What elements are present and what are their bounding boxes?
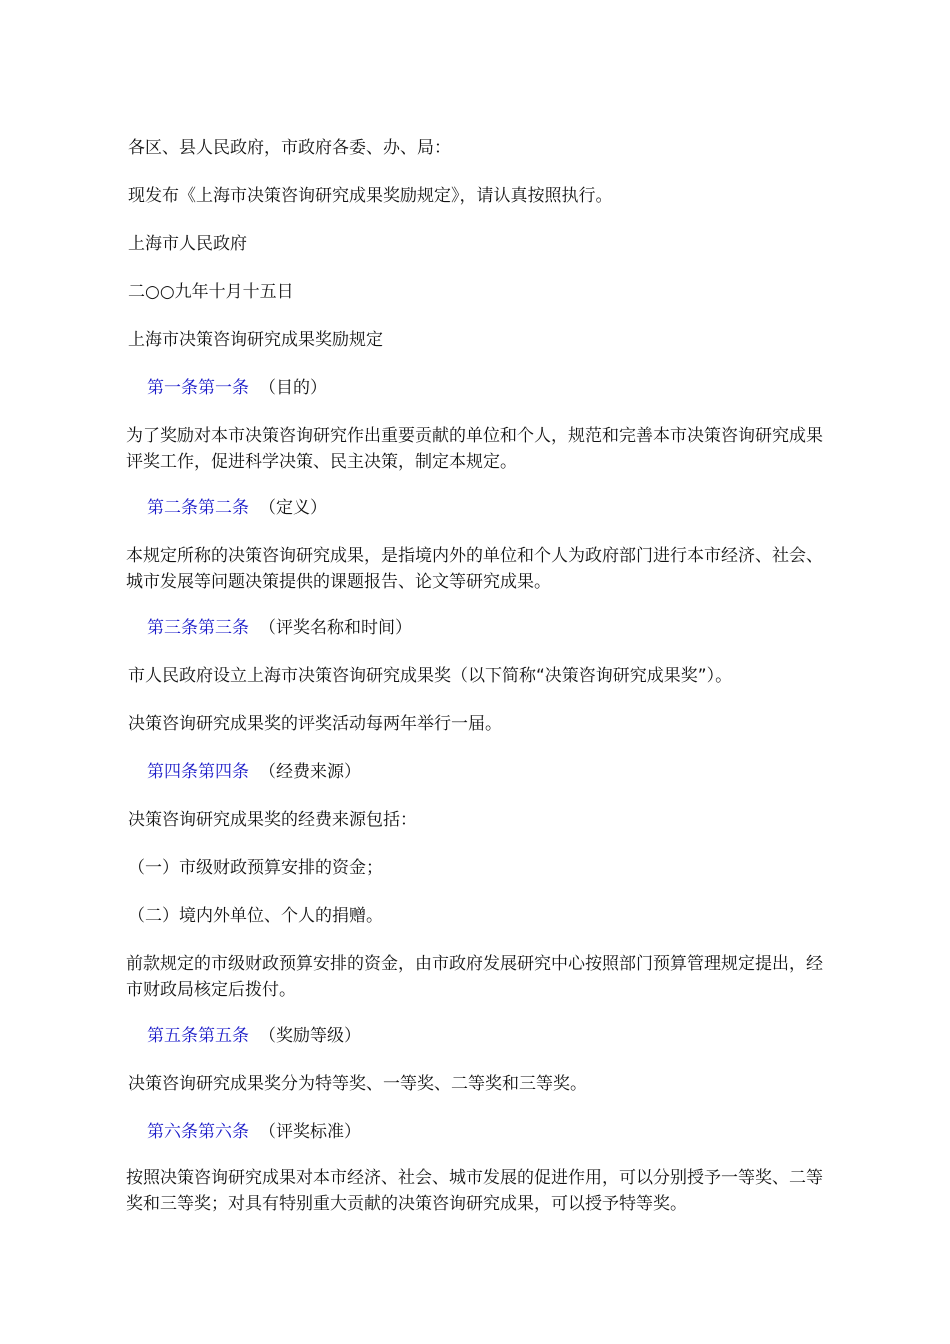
date-line: 二○○九年十月十五日 bbox=[128, 282, 294, 302]
article-number: 第六条第六条 bbox=[147, 1122, 249, 1142]
article-paragraph: 决策咨询研究成果奖的经费来源包括： bbox=[128, 810, 417, 830]
article-heading bbox=[147, 1023, 827, 1049]
article-heading bbox=[147, 375, 827, 401]
article-paragraph: 前款规定的市级财政预算安排的资金，由市政府发展研究中心按照部门预算管理规定提出，经市财政局核定后拨付。 bbox=[126, 954, 823, 1000]
issuer-line: 上海市人民政府 bbox=[128, 234, 247, 254]
article-heading bbox=[147, 495, 827, 521]
article-topic: （奖励等级） bbox=[259, 1026, 361, 1046]
article-paragraph: 本规定所称的决策咨询研究成果，是指境内外的单位和个人为政府部门进行本市经济、社会、城市发展等问题决策提供的课题报告、论文等研究成果。 bbox=[126, 546, 823, 592]
article-paragraph: 为了奖励对本市决策咨询研究作出重要贡献的单位和个人，规范和完善本市决策咨询研究成果评奖工作，促进科学决策、民主决策，制定本规定。 bbox=[126, 426, 823, 472]
article-heading bbox=[147, 615, 827, 641]
article-paragraph: 决策咨询研究成果奖分为特等奖、一等奖、二等奖和三等奖。 bbox=[128, 1074, 587, 1094]
article-heading bbox=[147, 759, 827, 785]
article-topic: （评奖名称和时间） bbox=[259, 618, 412, 638]
article-number: 第三条第三条 bbox=[147, 618, 249, 638]
article-paragraph: 市人民政府设立上海市决策咨询研究成果奖（以下简称“决策咨询研究成果奖”）。 bbox=[128, 666, 733, 686]
recipients-line: 各区、县人民政府，市政府各委、办、局： bbox=[128, 138, 451, 158]
notice-line: 现发布《上海市决策咨询研究成果奖励规定》，请认真按照执行。 bbox=[128, 186, 613, 206]
article-topic: （定义） bbox=[259, 498, 327, 518]
document-title: 上海市决策咨询研究成果奖励规定 bbox=[128, 330, 383, 350]
article-topic: （评奖标准） bbox=[259, 1122, 361, 1142]
article-paragraph: （二）境内外单位、个人的捐赠。 bbox=[128, 906, 383, 926]
article-number: 第二条第二条 bbox=[147, 498, 249, 518]
article-topic: （经费来源） bbox=[259, 762, 361, 782]
article-paragraph: 按照决策咨询研究成果对本市经济、社会、城市发展的促进作用，可以分别授予一等奖、二等奖和三等奖；对具有特别重大贡献的决策咨询研究成果，可以授予特等奖。 bbox=[126, 1168, 823, 1214]
article-topic: （目的） bbox=[259, 378, 327, 398]
article-number: 第四条第四条 bbox=[147, 762, 249, 782]
article-paragraph: 决策咨询研究成果奖的评奖活动每两年举行一届。 bbox=[128, 714, 502, 734]
article-paragraph: （一）市级财政预算安排的资金； bbox=[128, 858, 383, 878]
article-heading bbox=[147, 1119, 827, 1145]
article-number: 第五条第五条 bbox=[147, 1026, 249, 1046]
article-number: 第一条第一条 bbox=[147, 378, 249, 398]
